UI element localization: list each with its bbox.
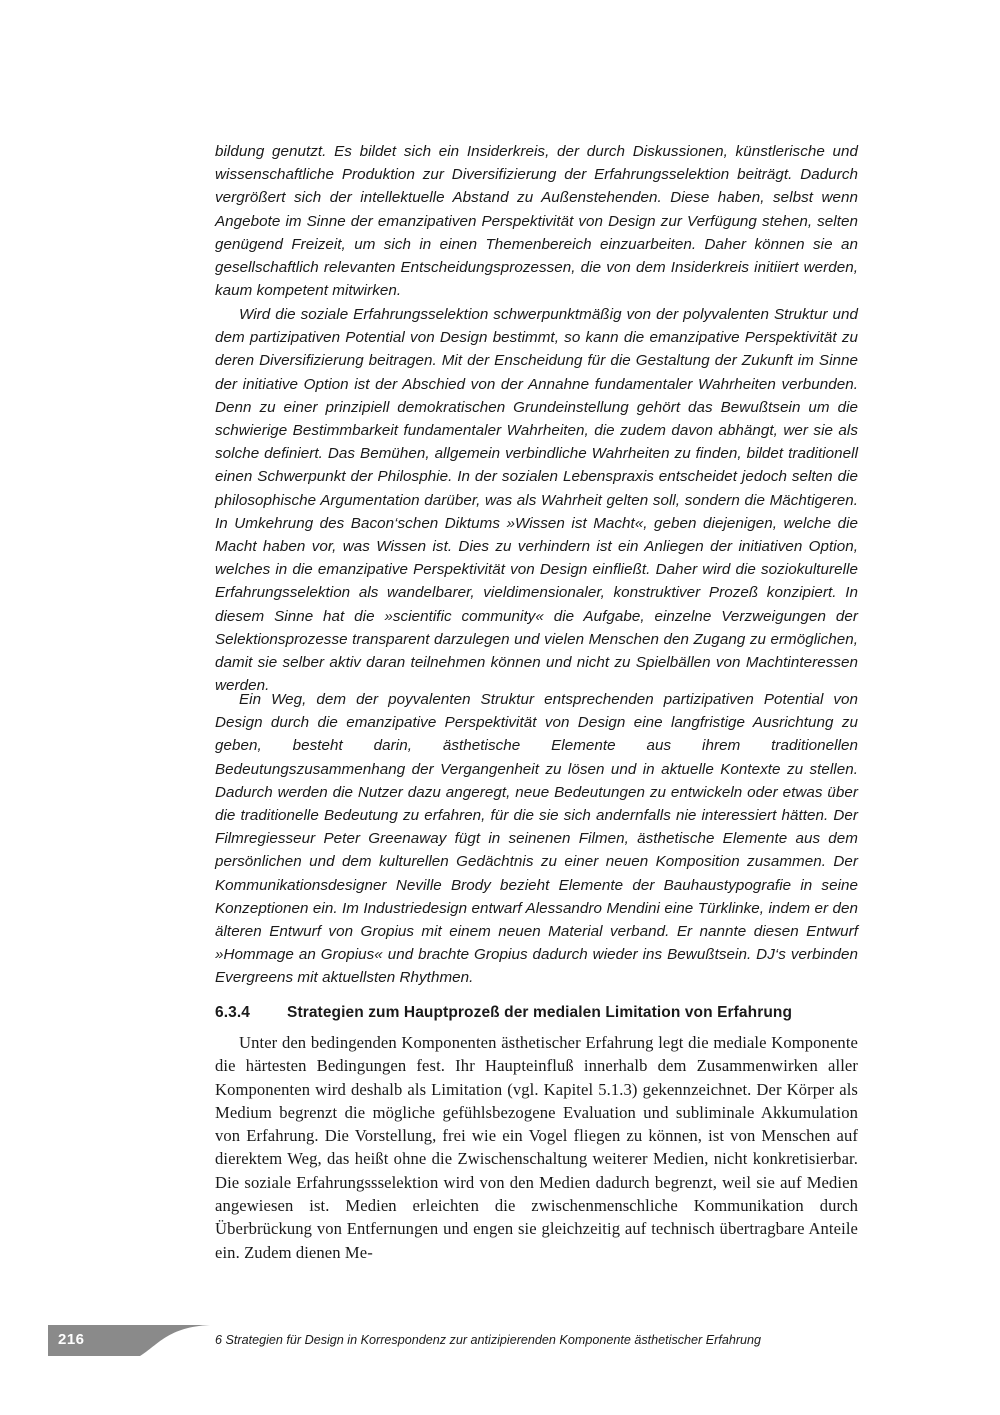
paragraph-text: Unter den bedingenden Komponenten ästhetischer Erfahrung legt die mediale Komponente die härtesten Bedingungen fest. Ihr Haupteinfluß innerhalb dem Zusammenwirken aller Komponenten wird deshalb als Limitation (vgl. Kapitel 5.1.3) gekennzeichnet. Der Körper als Medium begrenzt die mögliche gefühlsbezogene Evaluation und subliminale Akkumulation von Erfahrung. Die Vorstellung, frei wie ein Vogel fliegen zu können, ist von Menschen auf dierektem Weg, das heißt ohne die Zwischenschaltung weiterer Medien, nicht konkretisierbar. Die soziale Erfahrungssselektion wird von den Medien dadurch begrenzt, weil sie auf Medien angewiesen ist. Medien erleichten die zwischenmenschliche Kommunikation durch Überbrückung von Entfernungen und engen sie gleichzeitig auf technisch übertragbare Anteile ein. Zudem dienen Me- — [215, 1033, 858, 1262]
body-paragraph-1 — [215, 140, 858, 302]
body-paragraph-2 — [215, 303, 858, 697]
paragraph-text: bildung genutzt. Es bildet sich ein Insiderkreis, der durch Diskussionen, künstlerische und wissenschaftliche Produktion zur Diversifizierung der Erfahrungsselektion beiträgt. Dadurch vergrößert sich der intellektuelle Abstand zu Außenstehenden. Diese haben, selbst wenn Angebote im Sinne der emanzipativen Perspektivität von Design zur Verfügung stehen, selten genügend Freizeit, um sich in einen Themenbereich einzuarbeiten. Daher können sie an gesellschaftlich relevanten Entscheidungsprozessen, die von dem Insiderkreis initiiert werden, kaum kompetent mitwirken. — [215, 143, 858, 300]
running-footer: 6 Strategien für Design in Korrespondenz zur antizipierenden Komponente ästhetischer Erfahrung — [215, 1333, 762, 1347]
section-body — [215, 1031, 858, 1264]
section-number: 6.3.4 — [215, 1004, 250, 1021]
page-number: 216 — [58, 1331, 85, 1348]
section-heading — [215, 1004, 858, 1022]
paragraph-text: Wird die soziale Erfahrungsselektion schwerpunktmäßig von der polyvalenten Struktur und dem partizipativen Potential von Design bestimmt, so kann die emanzipative Perspektivität zu deren Diversifizierung beitragen. Mit der Enscheidung für die Gestaltung der Zukunft im Sinne der initiative Option ist der Abschied von der Annahne fundamentaler Wahrheiten verbunden. Denn zu einer prinzipiell demokratischen Grundeinstellung gehört das Bewußtsein um die schwierige Bestimmbarkeit fundamentaler Wahrheiten, die zudem davon abhängt, wer sie als solche definiert. Das Bemühen, allgemein verbindliche Wahrheiten zu finden, bildet traditionell einen Schwerpunkt der Philosphie. In der sozialen Lebenspraxis entscheidet jedoch selten die philosophische Argumentation darüber, was als Wahrheit gelten soll, sondern die Mächtigeren. In Umkehrung des Bacon‘schen Diktums »Wissen ist Macht«, geben diejenigen, welche die Macht haben vor, was Wissen ist. Dies zu verhindern ist ein Anliegen der initiativen Option, welches in die emanzipative Perspektivität von Design einfließt. Daher wird die soziokulturelle Erfahrungsselektion als wandelbarer, vieldimensionaler, konstruktiver Prozeß konzipiert. In diesem Sinne hat die »scientific community« die Aufgabe, einzelne Verzweigungen der Selektionsprozesse transparent darzulegen und vielen Menschen den Zugang zu ermöglichen, damit sie selber aktiv daran teilnehmen können und nicht zu Spielbällen von Machtinteressen werden. — [215, 306, 858, 695]
section-title: Strategien zum Hauptprozeß der medialen Limitation von Erfahrung — [287, 1004, 793, 1021]
body-paragraph-3 — [215, 688, 858, 990]
paragraph-text: Ein Weg, dem der poyvalenten Struktur entsprechenden partizipativen Potential von Design durch die emanzipative Perspektivität von Design eine langfristige Ausrichtung zu geben, besteht darin, ästhetische Elemente aus ihrem traditionellen Bedeutungszusammenhang der Vergangenheit zu lösen und in aktuelle Kontexte zu stellen. Dadurch werden die Nutzer dazu angeregt, neue Bedeutungen zu entwickeln oder etwas über die traditionelle Bedeutung zu erfahren, für die sie sich andernfalls nie interessiert hätten. Der Filmregiesseur Peter Greenaway fügt in seinenen Filmen, ästhetische Elemente aus dem persönlichen und dem kulturellen Gedächtnis zu einer neuen Komposition zusammen. Der Kommunikationsdesigner Neville Brody bezieht Elemente der Bauhaustypografie in seine Konzeptionen ein. Im Industriedesign entwarf Alessandro Mendini eine Türklinke, indem er den älteren Entwurf von Gropius mit einem neuen Material verband. Er nannte diesen Entwurf »Hommage an Gropius« und brachte Gropius dadurch wieder ins Bewußtsein. DJ‘s verbinden Evergreens mit aktuellsten Rhythmen. — [215, 691, 858, 987]
